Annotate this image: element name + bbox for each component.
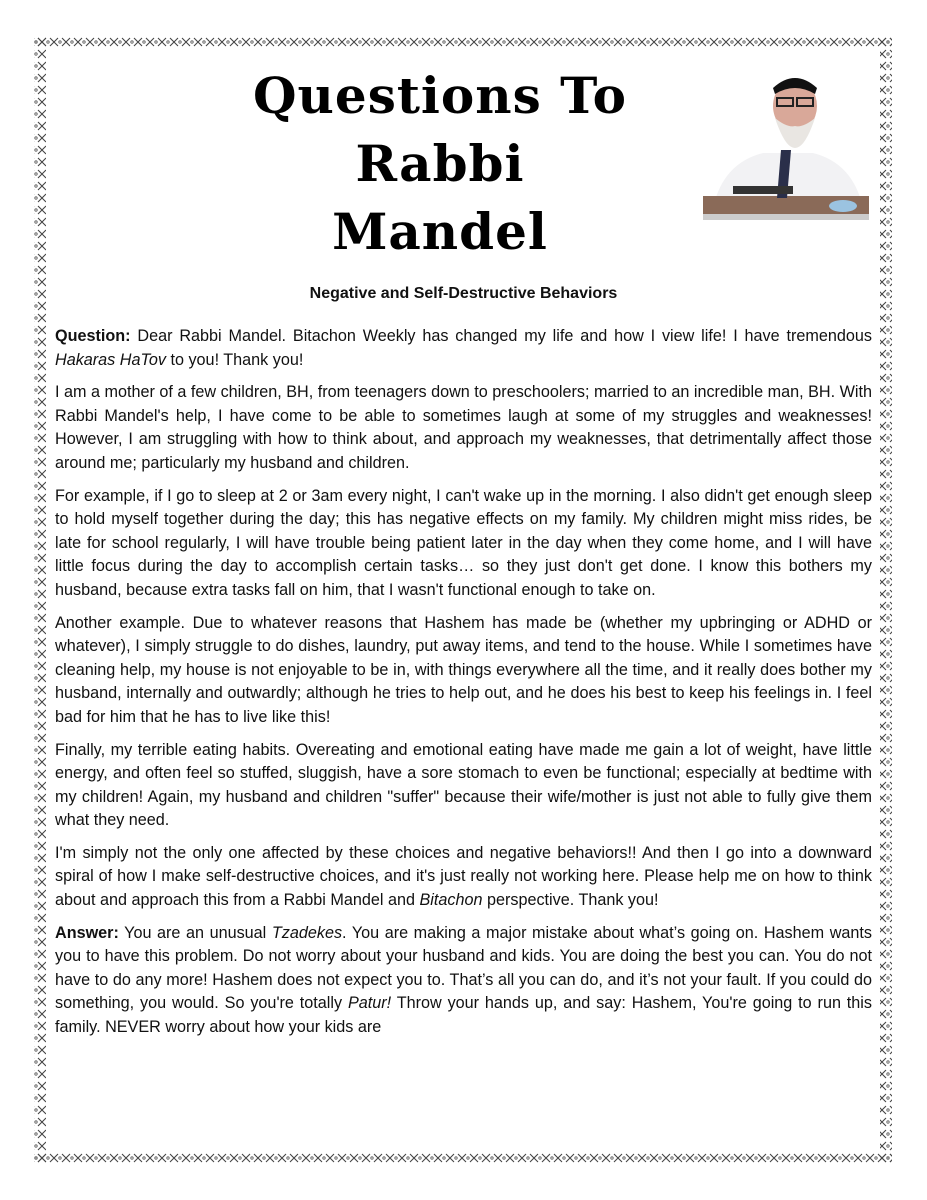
text: perspective. Thank you! — [482, 891, 659, 910]
paragraph: For example, if I go to sleep at 2 or 3am every night, I can't wake up in the morning. I also didn't get enough sleep to hold myself together during the day; this has negative effects on my family. My children might miss rides, be late for school regularly, I will have trouble being patient later in the day when they come home, and I will have little focus during the day to accomplish certain tasks… so they just don't get done. I know this bothers my husband, because extra tasks fall on him, that I wasn't functional enough to take on. — [55, 486, 872, 599]
text: . You are making a major mistake about what’s going on. Hashem wants you to have this problem. Do not worry about your husband and kids. You are doing the best you can. You do not have to do any more! Hashem does not expect you to. That’s all you can do, and it’s not your fault. If you could do something, you would. So you're totally — [55, 923, 872, 1013]
paragraph — [55, 842, 872, 913]
text: I'm simply not the only one affected by these choices and negative behaviors!! And then I go into a downward spiral of how I make self-destructive choices, and it's just really not working here. Please help me on how to think about and approach this from a Rabbi Mandel and — [55, 843, 872, 910]
title-line: Mandel — [332, 202, 548, 261]
question-label: Question: — [55, 327, 131, 345]
article-body — [55, 325, 872, 1049]
text: Dear Rabbi Mandel. Bitachon Weekly has changed my life and how I view life! I have tremendous — [130, 327, 872, 345]
paragraph: Finally, my terrible eating habits. Overeating and emotional eating have made me gain a lot of weight, have little energy, and often feel so stuffed, sluggish, have a sore stomach to even be functional; especially at bedtime with my children! Again, my husband and children "suffer" because their wife/mother is just not able to fully give them what they need. — [55, 740, 872, 830]
title-line: Rabbi — [355, 134, 525, 193]
text-italic: Bitachon — [419, 891, 483, 910]
answer-label: Answer: — [55, 923, 119, 942]
paragraph: Another example. Due to whatever reasons that Hashem has made be (whether my upbringing or ADHD or whatever), I simply struggle to do dishes, laundry, put away items, and tend to the house. While I sometimes have cleaning help, my house is not enjoyable to be in, with things everywhere all the time, and it really does bother my husband, internally and outwardly; although he tries to help out, and he does his best to keep his feelings in. I feel bad for him that he has to live like this! — [55, 613, 872, 726]
text: You are an unusual — [118, 923, 272, 942]
text-italic: Patur! — [347, 994, 392, 1013]
text: Throw your hands up, and say: Hashem, You're going to run this family. NEVER worry about how your kids are — [55, 994, 873, 1037]
paragraph: I am a mother of a few children, BH, from teenagers down to preschoolers; married to an incredible man, BH. With Rabbi Mandel's help, I have come to be able to sometimes laugh at some of my struggles and weaknesses! However, I am struggling with how to think about, and approach my weaknesses, that detrimentally affect those around me; particularly my husband and children. — [55, 383, 872, 472]
text-italic: Tzadekes — [271, 923, 343, 942]
page-title — [190, 62, 690, 266]
text: to you! Thank you! — [165, 350, 304, 369]
text-italic: Hakaras HaTov — [55, 350, 166, 369]
rabbi-photo — [703, 68, 869, 220]
title-line: Questions To — [252, 66, 628, 125]
answer-paragraph — [55, 922, 872, 1040]
article-subtitle: Negative and Self-Destructive Behaviors — [309, 285, 618, 302]
question-paragraph — [55, 325, 872, 372]
